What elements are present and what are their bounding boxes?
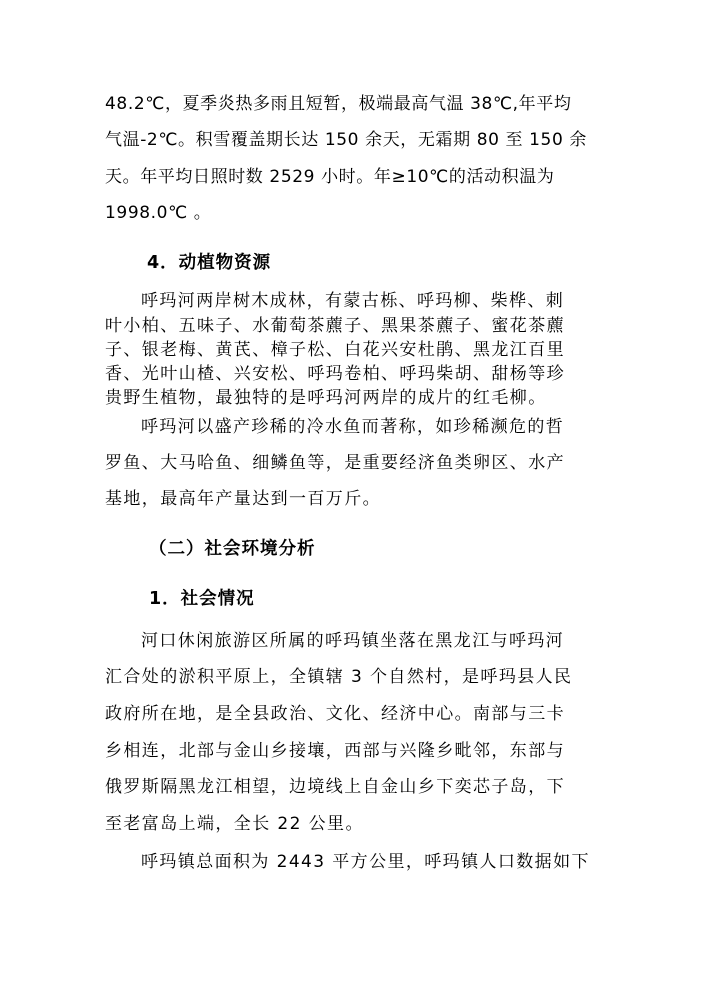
text-line: 气温-2℃。积雪覆盖期长达 150 余天，无霜期 80 至 150 余 (105, 130, 587, 150)
text-line: 1998.0℃ 。 (105, 203, 212, 223)
text-line: 罗鱼、大马哈鱼、细鳞鱼等，是重要经济鱼类卵区、水产 (105, 453, 565, 473)
text-line: 香、光叶山楂、兴安松、呼玛卷柏、呼玛柴胡、甜杨等珍 (105, 364, 565, 384)
text-line: 叶小柏、五味子、水葡萄茶藨子、黑果茶藨子、蜜花茶藨 (105, 316, 565, 336)
text-line: 至老富岛上端，全长 22 公里。 (105, 814, 364, 834)
text-line: 呼玛镇总面积为 2443 平方公里，呼玛镇人口数据如下 (141, 852, 590, 872)
section-heading: （二）社会环境分析 (149, 539, 316, 559)
text-line: 政府所在地，是全县政治、文化、经济中心。南部与三卡 (105, 704, 565, 724)
text-line: 俄罗斯隔黑龙江相望，边境线上自金山乡下奕芯子岛，下 (105, 777, 565, 797)
text-line: 乡相连，北部与金山乡接壤，西部与兴隆乡毗邻，东部与 (105, 741, 565, 761)
text-line: 基地，最高年产量达到一百万斤。 (105, 489, 381, 509)
text-line: 子、银老梅、黄芪、樟子松、白花兴安杜鹃、黑龙江百里 (105, 340, 565, 360)
text-line: 汇合处的淤积平原上，全镇辖 3 个自然村，是呼玛县人民 (105, 667, 573, 687)
section-heading: 4．动植物资源 (147, 253, 272, 273)
text-line: 天。年平均日照时数 2529 小时。年≥10℃的活动积温为 (105, 167, 555, 187)
text-line: 河口休闲旅游区所属的呼玛镇坐落在黑龙江与呼玛河 (141, 631, 565, 651)
text-line: 贵野生植物，最独特的是呼玛河两岸的成片的红毛柳。 (105, 388, 547, 408)
text-line: 48.2℃，夏季炎热多雨且短暂，极端最高气温 38℃,年平均 (105, 94, 572, 114)
text-line: 呼玛河两岸树木成林，有蒙古栎、呼玛柳、柴桦、刺 (141, 291, 565, 311)
subsection-heading: 1．社会情况 (149, 589, 255, 609)
text-line: 呼玛河以盛产珍稀的冷水鱼而著称，如珍稀濒危的哲 (141, 417, 565, 437)
